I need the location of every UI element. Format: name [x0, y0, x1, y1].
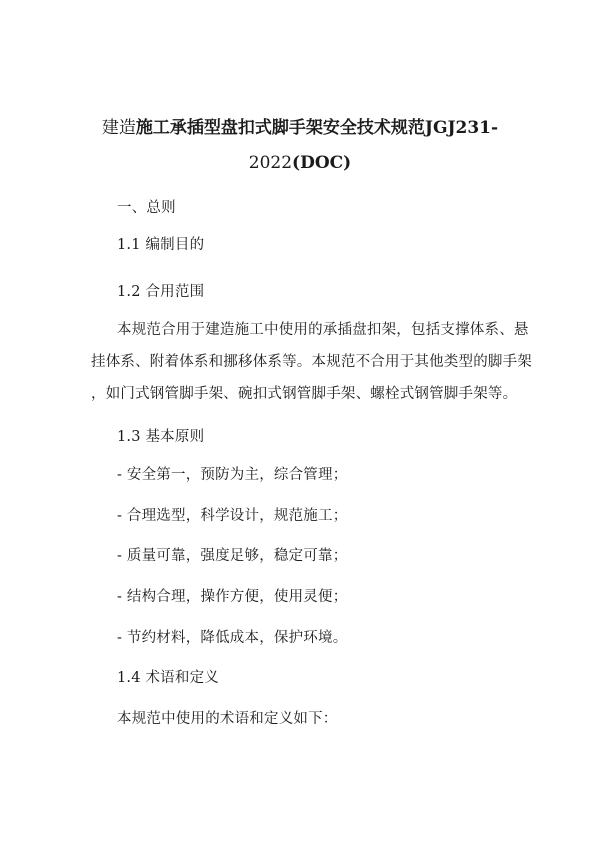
title-prefix: 建造 — [101, 118, 136, 138]
scope-paragraph-line-1: 本规范合用于建造施工中使用的承插盘扣架，包括支撑体系、悬 — [117, 322, 529, 338]
principle-item: - 结构合理，操作方便，使用灵便； — [117, 589, 348, 605]
subsection-heading-principles: 1.3 基本原则 — [117, 429, 205, 445]
principle-item: - 安全第一，预防为主，综合管理； — [117, 467, 348, 483]
subsection-heading-purpose: 1.1 编制目的 — [117, 237, 205, 253]
title-format: (DOC) — [292, 153, 352, 173]
section-heading-general: 一、总则 — [117, 200, 176, 216]
title-year: 2022 — [248, 153, 293, 173]
subsection-heading-scope: 1.2 合用范围 — [117, 284, 205, 300]
scope-paragraph-line-3: ，如门式钢管脚手架、碗扣式钢管脚手架、螺栓式钢管脚手架等。 — [91, 386, 518, 402]
document-title-line-1 — [0, 116, 600, 140]
terms-intro: 本规范中使用的术语和定义如下： — [117, 711, 338, 727]
principle-item: - 质量可靠，强度足够，稳定可靠； — [117, 548, 348, 564]
subsection-heading-terms: 1.4 术语和定义 — [117, 670, 219, 686]
principle-item: - 节约材料，降低成本，保护环境。 — [117, 630, 348, 646]
title-main: 施工承插型盘扣式脚手架安全技术规范JGJ231- — [135, 118, 499, 138]
principle-item: - 合理选型，科学设计，规范施工； — [117, 508, 348, 524]
scope-paragraph-line-2: 挂体系、附着体系和挪移体系等。本规范不合用于其他类型的脚手架 — [91, 354, 532, 370]
document-title-line-2 — [0, 151, 600, 175]
